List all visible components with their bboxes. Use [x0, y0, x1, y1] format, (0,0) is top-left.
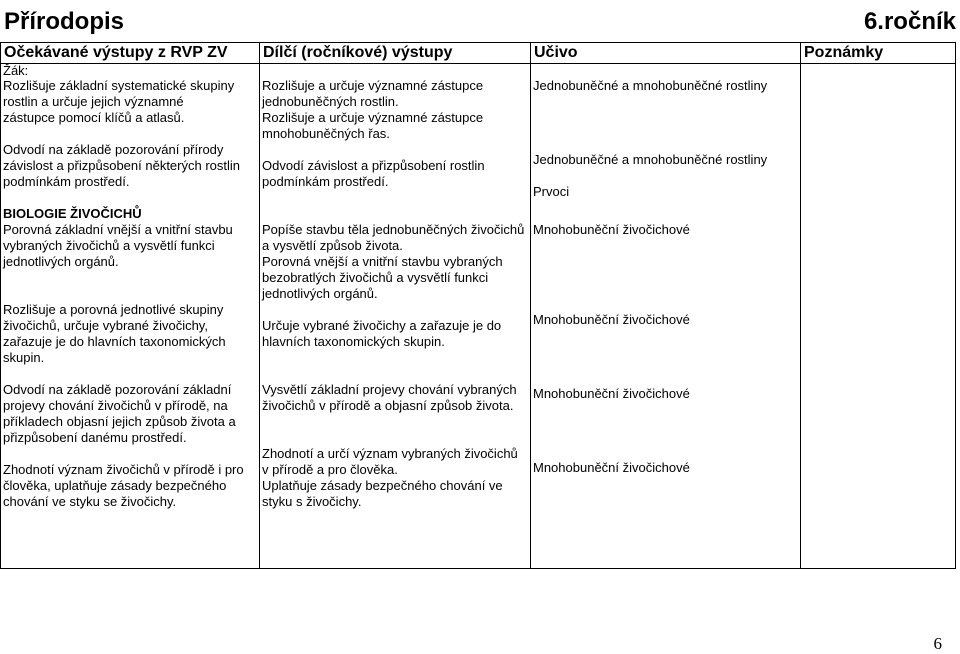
notes-cell	[801, 64, 956, 569]
content-2a: Jednobuněčné a mnohobuněčné rostliny	[533, 152, 768, 167]
student-label: Žák:	[3, 63, 29, 78]
content-2b: Prvoci	[533, 184, 570, 199]
content-row	[1, 64, 956, 569]
partial-cell	[260, 64, 531, 569]
outcome-1: Rozlišuje základní systematické skupiny rostlin a určuje jejich významné zástupce pomocí klíčů a atlasů.	[3, 78, 235, 125]
partial-3: Popíše stavbu těla jednobuněčných živočichů a vysvětlí způsob života. Porovná vnější a vnitřní stavbu vybraných bezobratlých živočichů a vysvětlí funkci jednotlivých orgánů.	[262, 222, 525, 301]
grade-title: 6.ročník	[863, 8, 956, 35]
page-number: 6	[933, 634, 942, 653]
section-heading: BIOLOGIE ŽIVOČICHŮ	[3, 206, 142, 221]
content-3: Mnohobuněční živočichové	[533, 222, 690, 237]
content-6: Mnohobuněční živočichové	[533, 460, 690, 475]
outcome-3: Porovná základní vnější a vnitřní stavbu vybraných živočichů a vysvětlí funkci jednotlivých orgánů.	[3, 222, 233, 269]
outcome-4: Rozlišuje a porovná jednotlivé skupiny živočichů, určuje vybrané živočichy, zařazuje je do hlavních taxonomických skupin.	[3, 302, 226, 365]
header-notes: Poznámky	[801, 43, 956, 64]
partial-2: Odvodí závislost a přizpůsobení rostlin podmínkám prostředí.	[262, 158, 485, 189]
partial-4: Určuje vybrané živočichy a zařazuje je do hlavních taxonomických skupin.	[262, 318, 502, 349]
partial-6: Zhodnotí a určí význam vybraných živočichů v přírodě a pro člověka. Uplatňuje zásady bezpečného chování ve styku s živočichy.	[262, 446, 518, 509]
header-row	[1, 43, 956, 64]
title-row	[0, 0, 960, 40]
outcome-6: Zhodnotí význam živočichů v přírodě i pro člověka, uplatňuje zásady bezpečného chování ve styku se živočichy.	[3, 462, 244, 509]
content-5: Mnohobuněční živočichové	[533, 386, 690, 401]
header-content: Učivo	[531, 43, 801, 64]
outcome-2: Odvodí na základě pozorování přírody závislost a přizpůsobení některých rostlin podmínkám prostředí.	[3, 142, 241, 189]
outcomes-cell	[1, 64, 260, 569]
header-outcomes: Očekávané výstupy z RVP ZV	[1, 43, 260, 64]
subject-title: Přírodopis	[4, 8, 125, 35]
content-cell	[531, 64, 801, 569]
outcome-5: Odvodí na základě pozorování základní projevy chování živočichů v přírodě, na příkladech objasní jejich způsob života a přizpůsobení danému prostředí.	[3, 382, 236, 445]
content-1: Jednobuněčné a mnohobuněčné rostliny	[533, 78, 768, 93]
curriculum-table	[0, 42, 956, 569]
content-4: Mnohobuněční živočichové	[533, 312, 690, 327]
partial-5: Vysvětlí základní projevy chování vybraných živočichů v přírodě a objasní způsob života.	[262, 382, 517, 413]
header-partial: Dílčí (ročníkové) výstupy	[260, 43, 531, 64]
partial-1: Rozlišuje a určuje významné zástupce jednobuněčných rostlin. Rozlišuje a určuje významné zástupce mnohobuněčných řas.	[262, 78, 484, 141]
